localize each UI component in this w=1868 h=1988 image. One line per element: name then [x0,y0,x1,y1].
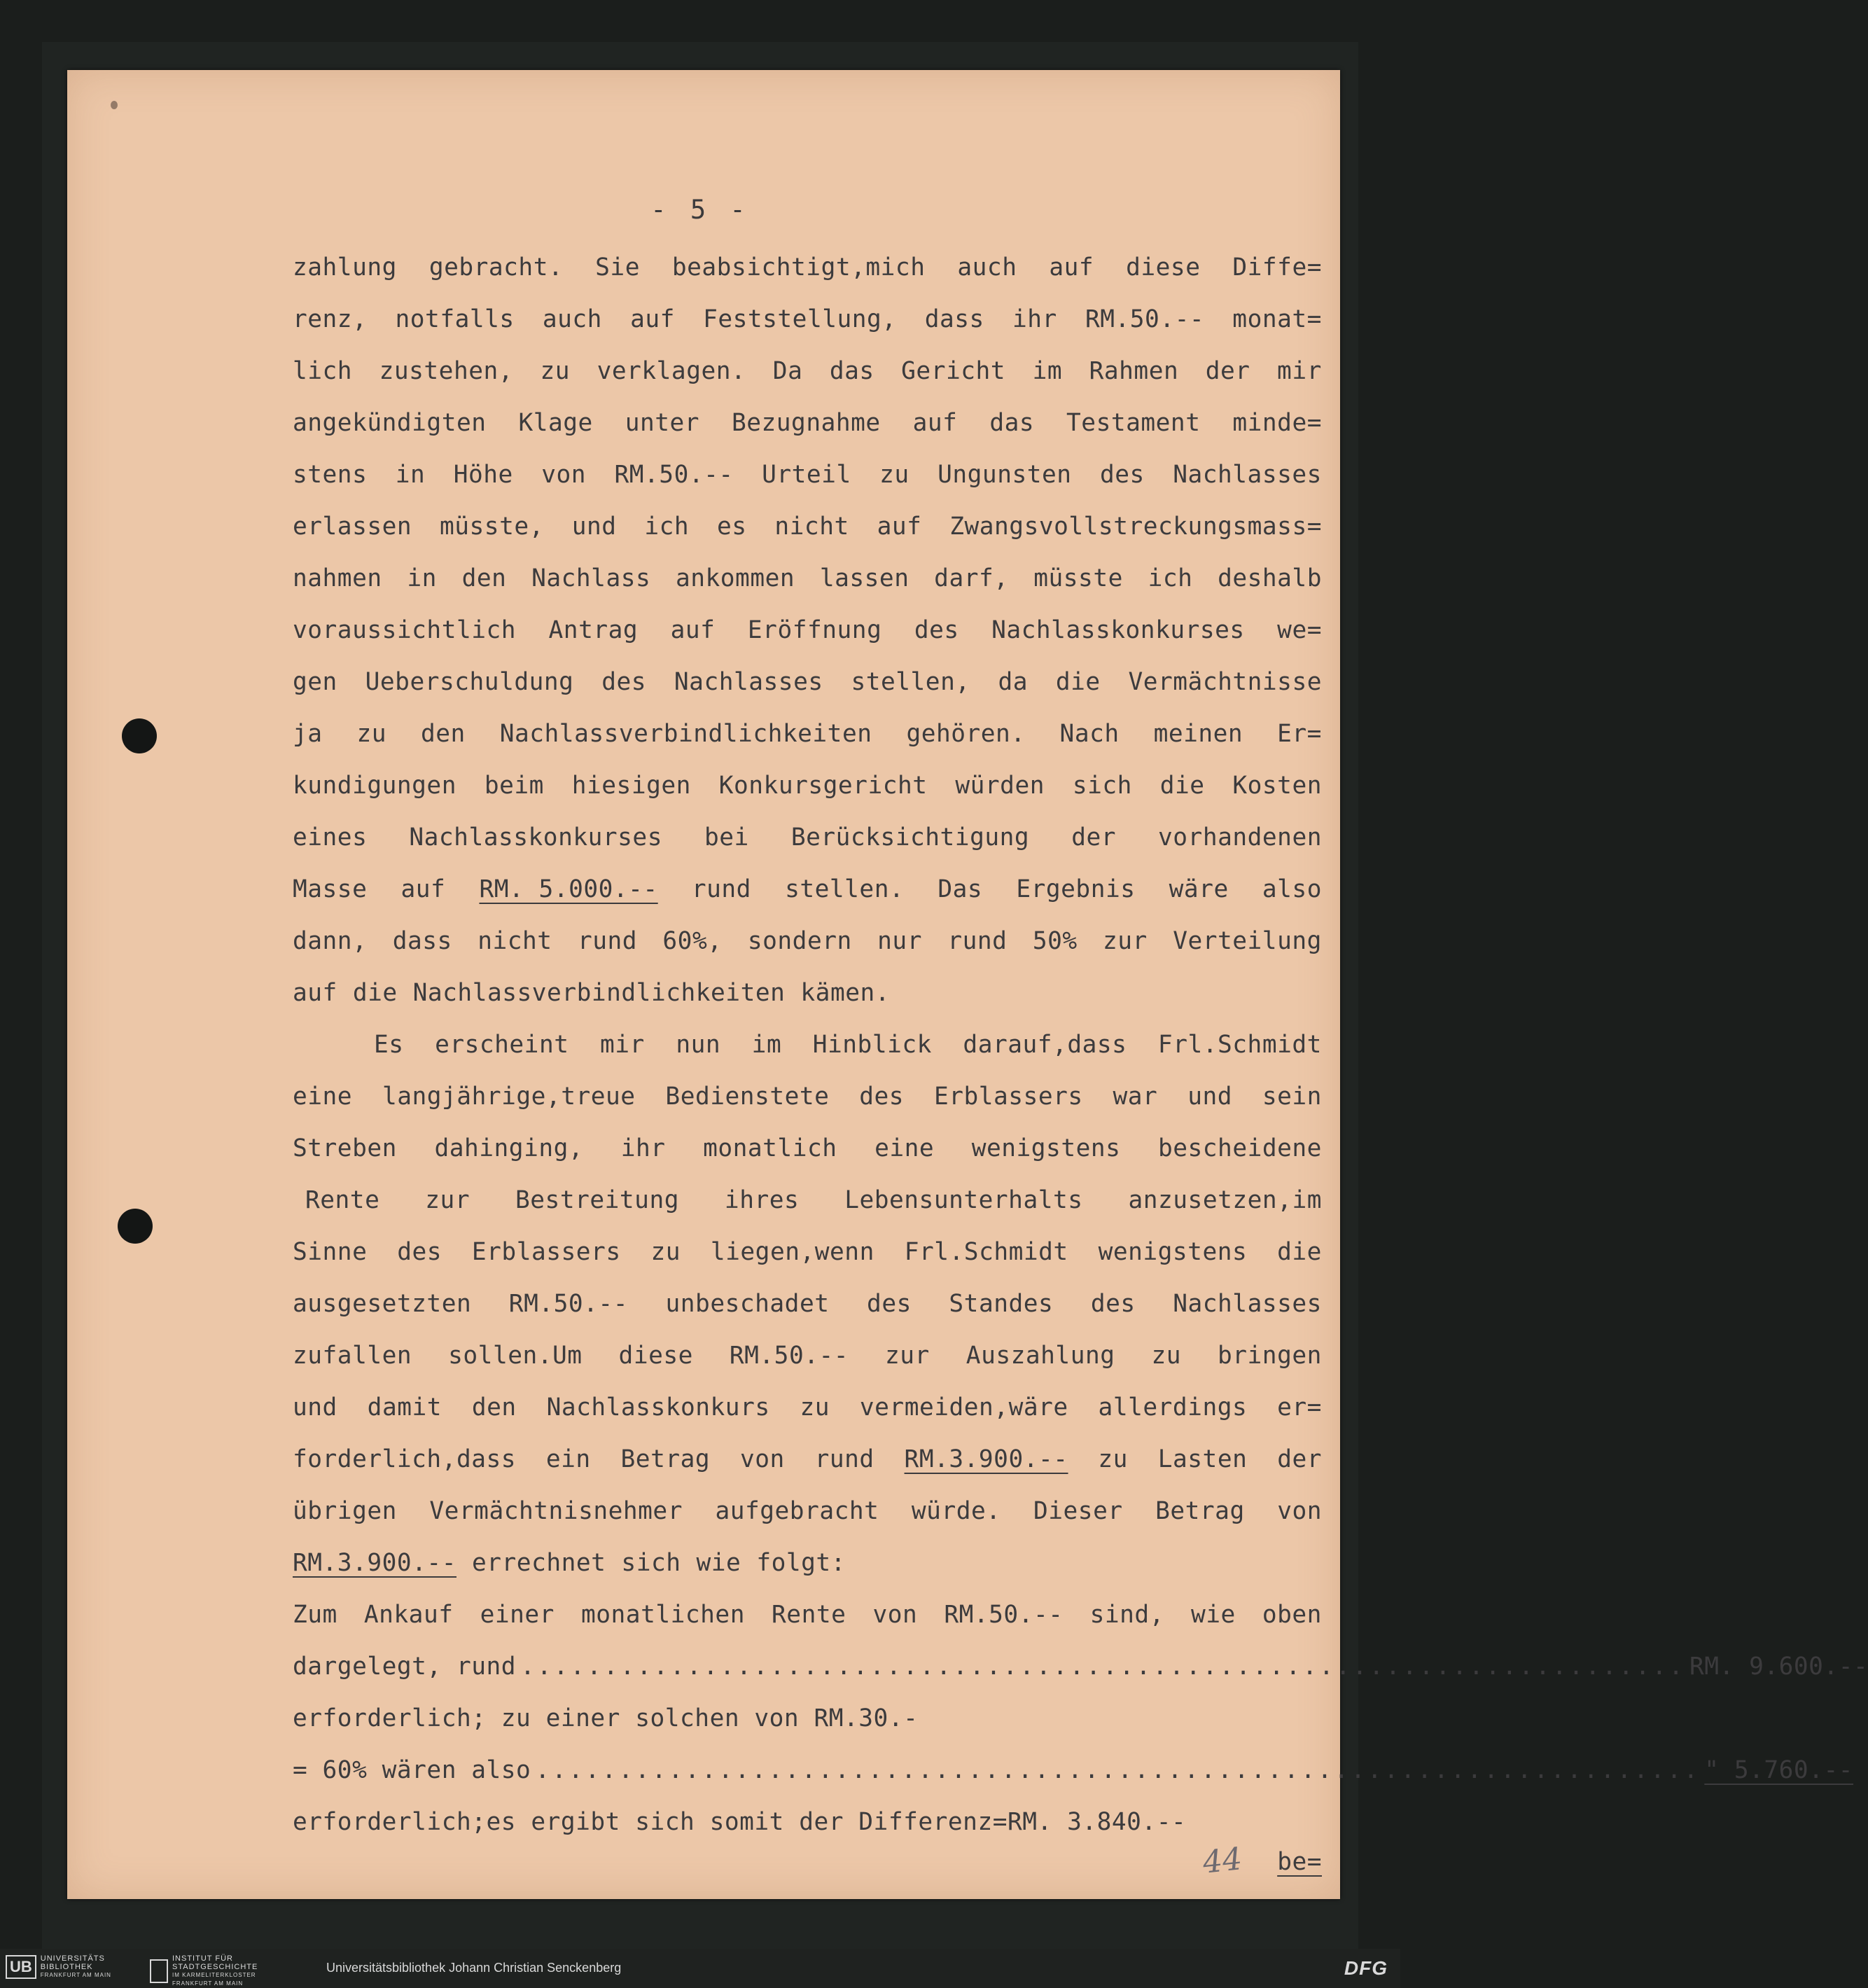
word: Verteilung [1173,927,1322,955]
word: Auszahlung [966,1342,1115,1370]
calculation-label: = 60% wären also [293,1756,531,1784]
calculation-row [293,1692,1322,1744]
word: Hinblick [812,1031,932,1059]
word: des [914,616,959,644]
word: Bedienstete [665,1083,830,1111]
text-line [293,1382,1322,1433]
word: Da [772,357,803,385]
word: von [739,1445,785,1473]
word: dahinging, [434,1134,584,1162]
word: 60%, [662,927,723,955]
text-line [293,1537,1322,1589]
word: zahlung [293,253,397,281]
word: RM.3.900.-- [904,1445,1068,1473]
word: Nachlassverbindlichkeiten [412,979,786,1007]
word: übrigen [293,1497,397,1525]
word: Eröffnung [747,616,882,644]
word: müsste [1033,564,1123,592]
word: da [998,668,1028,696]
word: Streben [293,1134,397,1162]
word: bringen [1218,1342,1322,1370]
word: er= [1277,1393,1322,1422]
typed-letter-body [293,242,1868,1883]
word: Betrag [1155,1497,1245,1525]
word: Vermächtnisse [1128,668,1322,696]
text-line [293,397,1322,449]
word: eines [293,823,368,851]
word: anzusetzen,im [1128,1186,1322,1214]
word: wie [1190,1601,1236,1629]
word: dass [924,305,984,333]
word: müsste, [440,513,544,541]
word: renz, [293,305,368,333]
word: auch [542,305,602,333]
word: nun [676,1031,721,1059]
continuation-line [293,1848,1322,1883]
word: Sinne [293,1238,368,1266]
word: aufgebracht [715,1497,879,1525]
word: lassen [819,564,909,592]
word: sind, [1089,1601,1164,1629]
calculation-text: erforderlich; zu einer solchen von RM.30.- [293,1704,919,1732]
text-line [293,552,1322,604]
word: Frl.Schmidt [904,1238,1068,1266]
word: Sie [595,253,640,281]
word: bescheidene [1157,1134,1322,1162]
word: sein [1262,1083,1322,1111]
word: Höhe [453,461,513,489]
word: des [1099,461,1145,489]
word: Es [374,1031,404,1059]
word: Rente [772,1601,846,1629]
inst-line-2: STADTGESCHICHTE [172,1963,258,1971]
word: Bezugnahme [731,409,881,437]
word: Ergebnis [1016,875,1136,903]
word: sich [1072,772,1132,800]
word: auf [670,616,716,644]
word: des [859,1083,905,1111]
word: errechnet [471,1549,606,1577]
word: die [1159,772,1205,800]
text-line [293,760,1322,812]
word: RM.50.-- [729,1342,849,1370]
word: angekündigten [293,409,487,437]
word: folgt: [756,1549,846,1577]
word: in [395,461,426,489]
dot-leader: ...................................................................... [520,1653,1686,1681]
word: Konkursgericht [718,772,928,800]
word: und [1187,1083,1232,1111]
word: mir [1277,357,1322,385]
word: bei [704,823,749,851]
text-line [293,863,1322,915]
word: des [397,1238,442,1266]
calculation-row [293,1796,1322,1848]
word: we= [1277,616,1322,644]
word: Rahmen [1089,357,1179,385]
word: RM.50.-- [508,1290,628,1318]
word: kundigungen [293,772,456,800]
word: und [571,513,617,541]
word: Nachlasskonkurses [991,616,1245,644]
text-line [293,449,1322,501]
word: unbeschadet [665,1290,830,1318]
word: diese [618,1342,693,1370]
word: RM.50.-- [614,461,734,489]
word: kämen. [800,979,891,1007]
ub-line-2: BIBLIOTHEK [40,1963,93,1971]
word: langjährige,treue [382,1083,636,1111]
word: des [601,668,647,696]
word: zustehen, [379,357,514,385]
word: rund [947,927,1008,955]
word: auf [1049,253,1094,281]
ub-line-1: UNIVERSITÄTS [40,1954,105,1963]
word: rund [577,927,638,955]
word: Berücksichtigung [790,823,1030,851]
dfg-logo: DFG [1344,1957,1388,1979]
word: also [1262,875,1322,903]
continuation-fragment: be= [1277,1848,1322,1876]
pencil-annotation: 44 [1201,1841,1244,1881]
word: zu [356,720,387,748]
word: der [1071,823,1116,851]
word: 50% [1032,927,1078,955]
word: Standes [949,1290,1054,1318]
word: forderlich,dass [293,1445,517,1473]
page-number: - 5 - [650,195,750,225]
word: oben [1262,1601,1322,1629]
word: ankommen [675,564,795,592]
word: die [1277,1238,1322,1266]
word: es [717,513,747,541]
word: rund [691,875,751,903]
word: lich [293,357,353,385]
text-line [293,345,1322,397]
word: zu [540,357,571,385]
word: Nachlasses [674,668,823,696]
library-name: Universitätsbibliothek Johann Christian Senckenberg [326,1961,622,1975]
word: der [1277,1445,1322,1473]
word: Urteil [762,461,851,489]
word: der [1205,357,1250,385]
word: des [1090,1290,1136,1318]
word: Nachlass [531,564,651,592]
word: sollen.Um [448,1342,583,1370]
word: gehören. [906,720,1026,748]
word: die [1055,668,1101,696]
word: darauf,dass [963,1031,1127,1059]
word: Nach [1059,720,1120,748]
word: nicht [478,927,552,955]
word: von [1277,1497,1322,1525]
word: würde. [911,1497,1001,1525]
text-line [293,656,1322,708]
word: im [751,1031,782,1059]
word: Klage [518,409,593,437]
word: ich [1148,564,1193,592]
institute-icon [150,1959,168,1983]
word: stellen. [785,875,905,903]
text-line [293,915,1322,967]
text-line [293,604,1322,656]
word: RM. 5.000.-- [479,875,658,903]
word: dass [392,927,452,955]
word: zu [1098,1445,1128,1473]
dot-leader: ...................................................................... [535,1756,1701,1784]
word: Diffe= [1232,253,1322,281]
word: ja [293,720,323,748]
word: minde= [1232,409,1322,437]
word: Betrag [620,1445,711,1473]
word: zu [800,1393,830,1422]
word: vermeiden,wäre [859,1393,1068,1422]
word: zu [1151,1342,1182,1370]
institute-logo[interactable] [150,1954,258,1988]
word: eine [874,1134,935,1162]
text-line [293,708,1322,760]
word: beim [484,772,544,800]
word: war [1113,1083,1158,1111]
word: würden [955,772,1045,800]
word: auf [293,979,337,1007]
ub-logo[interactable] [6,1954,111,1980]
word: ein [545,1445,591,1473]
text-line [293,242,1322,293]
word: wie [696,1549,741,1577]
word: allerdings [1098,1393,1248,1422]
word: erscheint [435,1031,569,1059]
word: RM.3.900.-- [293,1549,456,1577]
ink-smudge [111,101,118,109]
word: darf, [934,564,1009,592]
word: hiesigen [571,772,691,800]
calculation-amount: " 5.760.-- [1704,1756,1854,1784]
text-line [293,967,1322,1019]
text-line [293,501,1322,552]
word: auf [877,513,922,541]
word: Zwangsvollstreckungsmass= [949,513,1322,541]
calculation-amount: RM. 9.600.-- [1689,1653,1868,1681]
word: ihr [1012,305,1057,333]
text-line [293,1485,1322,1537]
text-line [293,1226,1322,1278]
word: RM.50.-- [1085,305,1205,333]
word: notfalls [395,305,515,333]
word: Kosten [1232,772,1322,800]
word: zufallen [293,1342,412,1370]
word: auch [957,253,1017,281]
word: Das [938,875,983,903]
word: erlassen [293,513,412,541]
calculation-row [293,1744,1854,1796]
word: Lasten [1157,1445,1248,1473]
word: vorhandenen [1158,823,1322,851]
word: auf [400,875,446,903]
word: Gericht [901,357,1006,385]
word: Nachlasses [1173,1290,1322,1318]
word: Testament [1066,409,1201,437]
word: deshalb [1218,564,1322,592]
word: unter [625,409,700,437]
word: Nachlasskonkurs [546,1393,770,1422]
word: Erblassers [471,1238,621,1266]
text-line [293,812,1322,863]
word: dann, [293,927,368,955]
word: voraussichtlich [293,616,517,644]
word: das [989,409,1035,437]
word: Nachlassverbindlichkeiten [499,720,872,748]
word: beabsichtigt,mich [671,253,926,281]
word: Vermächtnisnehmer [429,1497,683,1525]
word: Ankauf [363,1601,454,1629]
text-line [293,1071,1322,1122]
word: Frl.Schmidt [1157,1031,1322,1059]
ub-line-3: FRANKFURT AM MAIN [40,1972,111,1978]
word: ihr [620,1134,666,1162]
text-line [293,1433,1322,1485]
word: den [471,1393,517,1422]
word: eine [293,1083,353,1111]
word: Nachlasses [1173,461,1322,489]
calculation-label: dargelegt, rund [293,1653,517,1681]
word: Ueberschuldung [365,668,574,696]
inst-line-1: INSTITUT FÜR [172,1954,233,1963]
ub-mark: UB [6,1955,36,1979]
word: zur [425,1186,471,1214]
word: und [293,1393,337,1422]
word: zur [885,1342,930,1370]
word: nahmen [293,564,382,592]
punch-hole-top [122,718,157,753]
calculation-row [293,1641,1868,1692]
word: die [352,979,398,1007]
word: Ungunsten [938,461,1072,489]
word: das [829,357,874,385]
word: den [420,720,466,748]
word: auf [912,409,958,437]
word: sondern [747,927,852,955]
word: Feststellung, [703,305,897,333]
word: im [1032,357,1063,385]
text-line [293,1330,1322,1382]
text-line [293,293,1322,345]
text-line [293,1589,1322,1641]
punch-hole-bottom [118,1209,153,1244]
word: in [407,564,437,592]
word: den [461,564,507,592]
word: mir [600,1031,645,1059]
word: einer [480,1601,555,1629]
inst-line-4: FRANKFURT AM MAIN [172,1980,244,1987]
word: liegen,wenn [710,1238,874,1266]
word: Bestreitung [515,1186,679,1214]
word: ausgesetzten [293,1290,472,1318]
word: monatlich [703,1134,837,1162]
word: stens [293,461,368,489]
word: zu [879,461,909,489]
word: damit [367,1393,442,1422]
text-line [293,1278,1322,1330]
word: monatlichen [580,1601,745,1629]
text-line [293,1019,1322,1071]
word: nur [877,927,922,955]
word: wenigstens [1098,1238,1248,1266]
word: sich [621,1549,681,1577]
word: gebracht. [428,253,564,281]
word: Lebensunterhalts [844,1186,1083,1214]
text-line [293,1122,1322,1174]
word: Erblassers [933,1083,1083,1111]
calculation-text: erforderlich;es ergibt sich somit der Differenz=RM. 3.840.-- [293,1808,1187,1836]
viewer-footer [0,1949,1400,1988]
word: Antrag [548,616,639,644]
word: Er= [1277,720,1322,748]
word: diese [1126,253,1201,281]
word: Rente [305,1186,380,1214]
word: gen [293,668,337,696]
text-line [293,1174,1322,1226]
word: des [867,1290,912,1318]
inst-line-3: IM KARMELITERKLOSTER [172,1972,256,1978]
word: nicht [774,513,849,541]
word: verklagen. [597,357,746,385]
word: Dieser [1033,1497,1123,1525]
word: zu [650,1238,681,1266]
word: wäre [1169,875,1229,903]
word: zur [1103,927,1148,955]
word: ihres [724,1186,800,1214]
word: meinen [1153,720,1243,748]
word: Masse [293,875,368,903]
word: wenigstens [971,1134,1121,1162]
word: rund [814,1445,874,1473]
word: monat= [1232,305,1322,333]
word: RM.50.-- [944,1601,1064,1629]
word: Zum [293,1601,337,1629]
word: von [541,461,587,489]
word: Nachlasskonkurses [409,823,662,851]
word: stellen, [851,668,970,696]
word: von [872,1601,918,1629]
word: auf [630,305,675,333]
word: ich [644,513,690,541]
